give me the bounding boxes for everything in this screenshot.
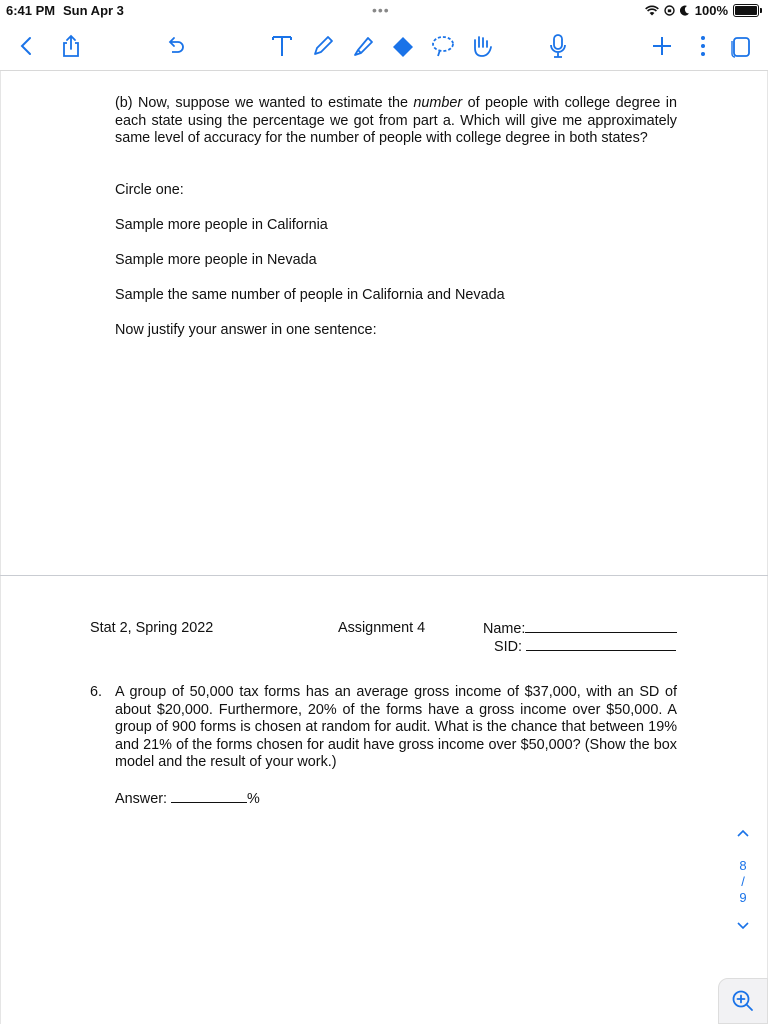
sid-label: SID:: [494, 639, 522, 655]
multitasking-dots-icon[interactable]: •••: [372, 2, 390, 18]
page-navigator: [732, 826, 754, 934]
battery-icon: [733, 4, 759, 17]
highlighter-icon[interactable]: [350, 32, 378, 60]
battery-percent: 100%: [694, 3, 728, 18]
sid-field: [494, 638, 676, 655]
hand-icon[interactable]: [468, 32, 496, 60]
page-down-icon[interactable]: [732, 919, 754, 934]
add-icon[interactable]: [648, 32, 676, 60]
status-date: Sun Apr 3: [63, 3, 124, 18]
option-same: Sample the same number of people in California and Nevada: [115, 287, 505, 303]
answer-label: Answer:: [115, 791, 167, 807]
total-pages: 9: [739, 890, 747, 905]
answer-line: [115, 790, 260, 809]
undo-icon[interactable]: [162, 32, 190, 60]
document-canvas[interactable]: [0, 71, 768, 1024]
course-title: Stat 2, Spring 2022: [90, 620, 214, 636]
question-number: 6.: [90, 684, 103, 700]
justify-prompt: Now justify your answer in one sentence:: [115, 322, 377, 338]
status-time: 6:41 PM: [6, 3, 56, 18]
text-tool-icon[interactable]: [268, 32, 296, 60]
page-up-icon[interactable]: [732, 826, 754, 844]
toolbar: [0, 22, 768, 71]
zoom-in-icon: [731, 989, 755, 1013]
current-page: 8: [739, 858, 747, 873]
part-b-question: (b) Now, suppose we wanted to estimate the number of people with college degree in each state using the percentage we got from part a. Which will give me approximately same level of accuracy for the number of people with college degree in both states?: [115, 95, 677, 146]
wifi-icon: [645, 5, 659, 16]
assignment-title: Assignment 4: [338, 620, 426, 636]
question-6-text: A group of 50,000 tax forms has an average gross income of $37,000, with an SD of about $20,000. Furthermore, 20% of the forms have a gross income over $50,000. A group of 900 forms is chosen at random for audit. What is the chance that between 19% and 21% of the forms chosen for audit have gross income over $50,000? (Show the box model and the result of your work.): [115, 684, 677, 770]
eraser-icon[interactable]: [389, 32, 417, 60]
lasso-icon[interactable]: [429, 32, 457, 60]
page-separator: /: [741, 874, 745, 889]
pages-icon[interactable]: [727, 32, 755, 60]
circle-one-label: Circle one:: [115, 182, 184, 198]
lock-rotation-icon: [664, 5, 675, 16]
moon-icon: [680, 5, 690, 16]
share-icon[interactable]: [57, 32, 85, 60]
answer-unit: %: [246, 791, 260, 807]
pen-icon[interactable]: [309, 32, 337, 60]
option-nevada: Sample more people in Nevada: [115, 252, 317, 268]
name-label: Name:: [483, 621, 526, 637]
more-icon[interactable]: [689, 32, 717, 60]
zoom-button[interactable]: [718, 978, 768, 1024]
name-field: [483, 620, 677, 637]
microphone-icon[interactable]: [544, 32, 572, 60]
back-icon[interactable]: [12, 32, 40, 60]
status-bar: [0, 0, 768, 22]
status-right: [645, 3, 762, 18]
page-divider: [0, 575, 768, 576]
option-california: Sample more people in California: [115, 217, 328, 233]
